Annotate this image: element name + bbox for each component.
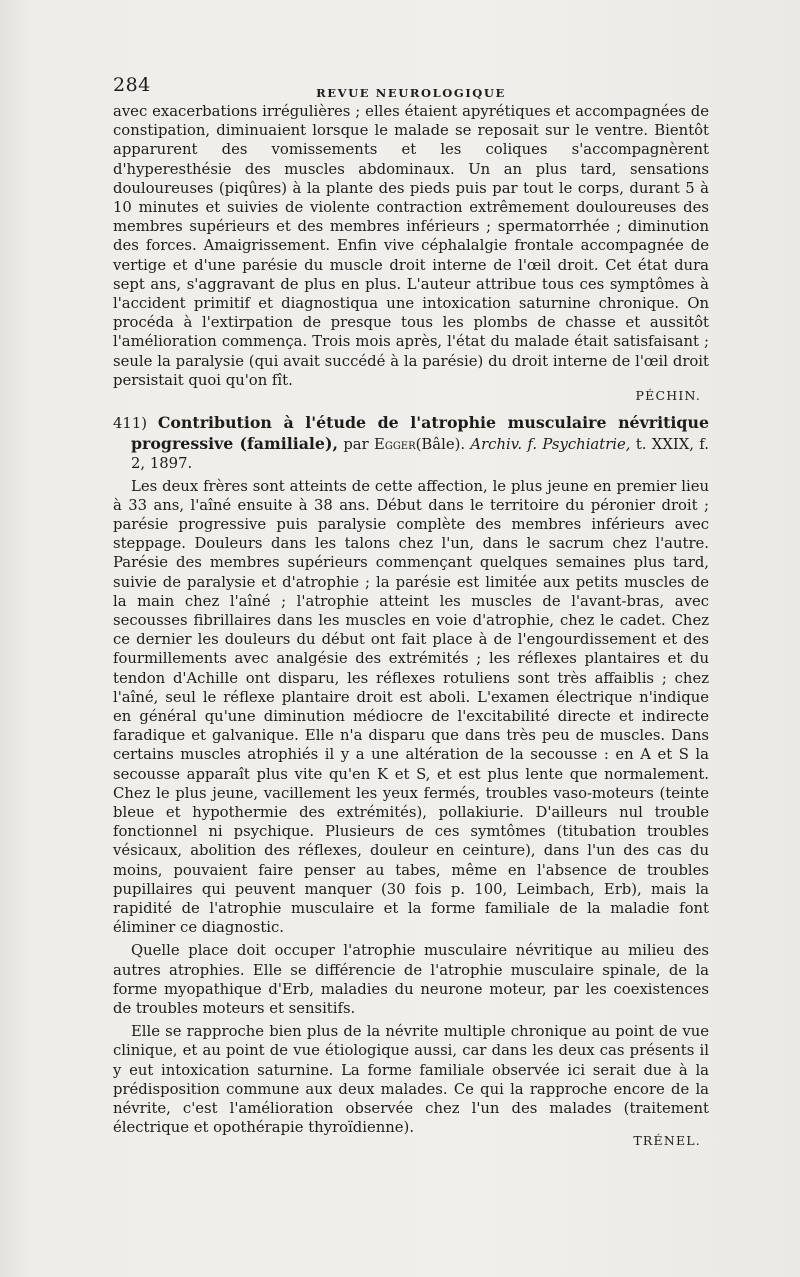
previous-article-text: avec exacerbations irrégulières ; elles étaient apyrétiques et accompagnées de constipation, diminuaient lorsque le malade se reposait sur le ventre. Bientôt apparurent des vomissements et les coliques s'accompagnèrent d'hyperesthésie des muscles abdominaux. Un an plus tard, sensations douloureuses (piqûres) à la plante des pieds puis par tout le corps, durant 5 à 10 minutes et suivies de violente contraction extrêmement douloureuses des membres supérieurs et des membres inférieurs ; spermatorrhée ; diminution des forces. Amaigrissement. Enfin vive céphalalgie frontale accompagnée de vertige et d'une parésie du muscle droit interne de l'œil droit. Cet état dura sept ans, s'aggravant de plus en plus. L'auteur attribue tous ces symptômes à l'accident primitif et diagnostiqua une intoxication saturnine chronique. On procéda à l'extirpation de presque tous les plombs de chasse et aussitôt l'amélioration commença. Trois mois après, l'état du malade était satisfaisant ; seule la paralysie (qui avait succédé à la parésie) du droit interne de l'œil droit persistait quoi qu'on fît.	[113, 103, 709, 389]
article-place: (Bâle).	[415, 435, 466, 453]
journal-title: REVUE NEUROLOGIQUE	[316, 86, 506, 100]
article-paragraph: Elle se rapproche bien plus de la névrite multiple chronique au point de vue clinique, et au point de vue étiologique aussi, car dans les deux cas présents il y eut intoxication saturnine. La forme familiale observée ici serait due à la prédisposition commune aux deux malades. Ce qui la rapproche encore de la névrite, c'est l'amélioration observée chez l'un des malades (traitement électrique et opothérapie thyroïdienne).	[113, 1023, 709, 1137]
page-content	[113, 74, 709, 1148]
article-number: 411)	[113, 415, 148, 433]
article-paragraph: Quelle place doit occuper l'atrophie musculaire névritique au milieu des autres atrophies. Elle se différencie de l'atrophie musculaire spinale, de la forme myopathique d'Erb, maladies du neurone moteur, par les coexistences de troubles moteurs et sensitifs.	[113, 942, 709, 1018]
article-by: par	[343, 435, 369, 453]
article-heading	[113, 413, 709, 474]
article-journal: Archiv. f. Psychiatrie,	[470, 435, 631, 453]
article-paragraph: Les deux frères sont atteints de cette affection, le plus jeune en premier lieu à 33 ans, l'aîné ensuite à 38 ans. Début dans le territoire du péronier droit ; parésie progressive puis paralysie complète des membres inférieurs avec steppage. Douleurs dans les talons chez l'un, dans le sacrum chez l'autre. Parésie des membres supérieurs commençant quelques semaines plus tard, suivie de paralysie et d'atrophie ; la parésie est limitée aux petits muscles de la main chez l'aîné ; l'atrophie atteint les muscles de l'avant-bras, avec secousses fibrillaires dans les muscles en voie d'atrophie, chez le cadet. Chez ce dernier les douleurs du début ont fait place à de l'engourdissement et des fourmillements avec analgésie des extrémités ; les réflexes plantaires et du tendon d'Achille ont disparu, les réflexes rotuliens sont très affaiblis ; chez l'aîné, seul le réflexe plantaire droit est aboli. L'examen électrique n'indique en général qu'une diminution médiocre de l'excitabilité directe et indirecte faradique et galvanique. Elle n'a disparu que dans très peu de muscles. Dans certains muscles atrophiés il y a une altération de la secousse : en A et S la secousse apparaît plus vite qu'en K et S, et est plus lente que normalement. Chez le plus jeune, vacillement les yeux fermés, troubles vaso-moteurs (teinte bleue et hypothermie des extrémités), pollakiurie. D'ailleurs nul trouble fonctionnel ni psychique. Plusieurs de ces symtômes (titubation troubles vésicaux, abolition des réflexes, douleur en ceinture), dans l'un des cas du moins, pouvaient faire penser au tabes, même en l'absence de troubles pupillaires qui peuvent manquer (30 fois p. 100, Leimbach, Erb), mais la rapidité de l'atrophie musculaire et la forme familiale de la maladie font éliminer ce diagnostic.	[113, 477, 709, 937]
article-signature: TRÉNEL.	[633, 1133, 701, 1149]
article-author: Egger	[374, 435, 416, 453]
article-body	[113, 477, 709, 1149]
previous-article-signature: PÉCHIN.	[635, 388, 701, 404]
page-number: 284	[113, 74, 151, 96]
article-citation: t. XXIX, f. 2, 1897.	[131, 435, 709, 473]
running-head	[113, 74, 709, 102]
article-title: Contribution à l'étude de l'atrophie musculaire névritique progressive (familiale),	[131, 413, 709, 453]
